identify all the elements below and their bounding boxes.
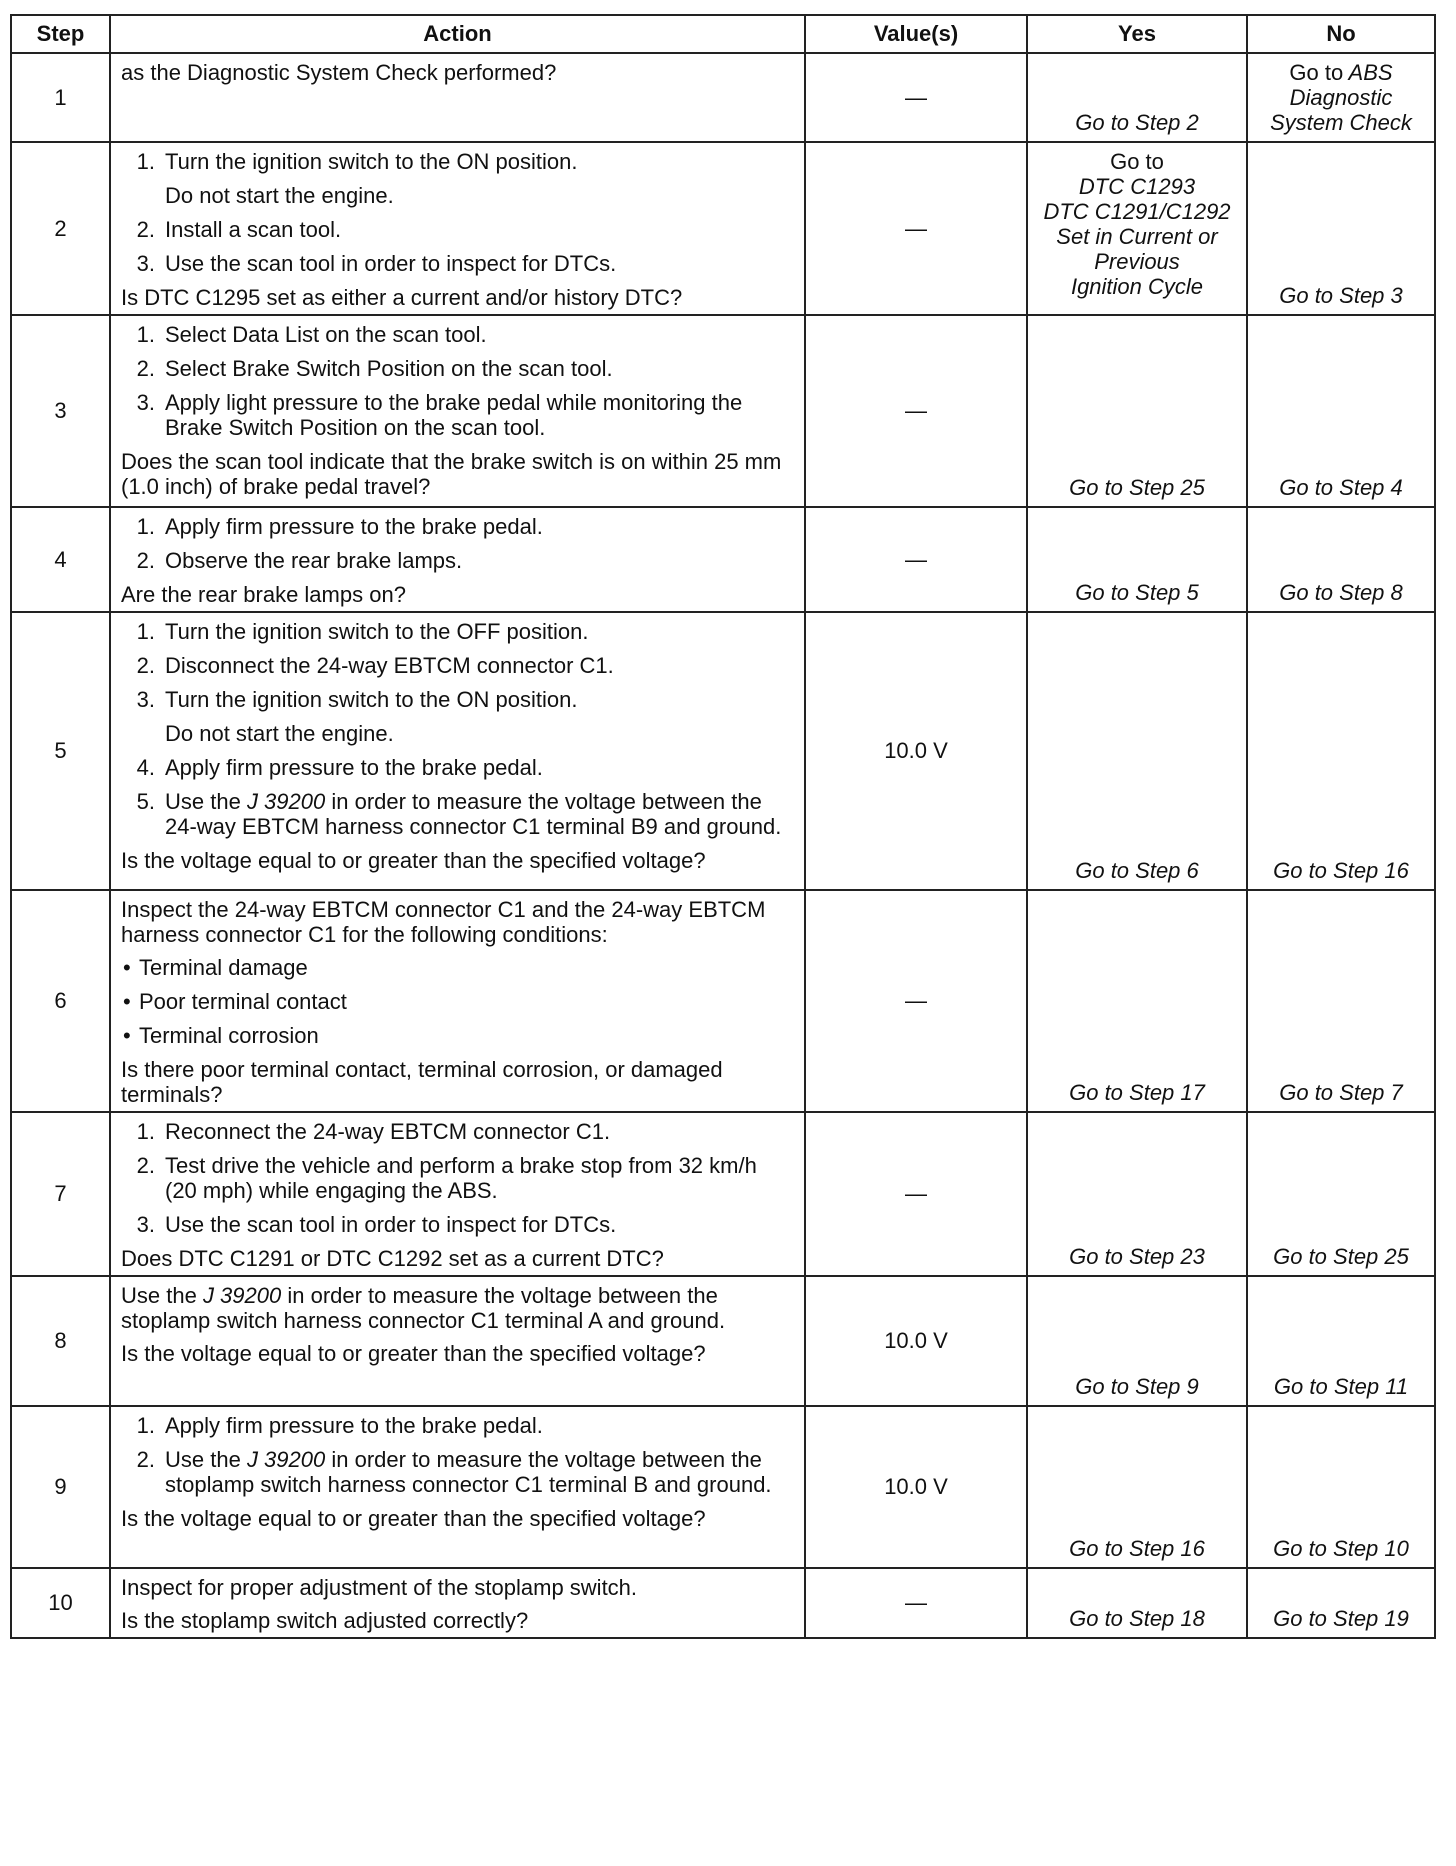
- step-text: [165, 1447, 794, 1497]
- yes-goto-link[interactable]: Go to Step 6: [1075, 858, 1199, 883]
- step-marker: 1.: [136, 1119, 155, 1144]
- action-question: Is the voltage equal to or greater than the specified voltage?: [121, 848, 706, 873]
- step-body: Install a scan tool.: [165, 217, 342, 242]
- step-body: Test drive the vehicle and perform a brake stop from 32 km/h (20 mph) while engaging the ABS.: [165, 1153, 757, 1203]
- no-goto-link[interactable]: Go to Step 25: [1273, 1244, 1409, 1269]
- goto-line: Previous: [1094, 249, 1180, 274]
- step-marker: 3.: [136, 1212, 155, 1237]
- yes-goto-link[interactable]: Go to Step 5: [1075, 580, 1199, 605]
- tool-name: J 39200: [246, 789, 326, 814]
- yes-goto-link[interactable]: Go to Step 23: [1069, 1244, 1205, 1269]
- value-cell: —: [805, 53, 1027, 142]
- action-step: [121, 755, 794, 780]
- action-step: [121, 1413, 794, 1438]
- step-body: Apply firm pressure to the brake pedal.: [165, 1413, 543, 1438]
- goto-line: Go to: [1110, 149, 1164, 174]
- step-number: 9: [11, 1406, 110, 1568]
- no-goto-reference[interactable]: [1250, 60, 1432, 135]
- yes-goto-reference[interactable]: [1030, 149, 1244, 299]
- step-marker: 2.: [136, 653, 155, 678]
- step-body: Reconnect the 24-way EBTCM connector C1.: [165, 1119, 611, 1144]
- step-marker: 2.: [136, 356, 155, 381]
- action-steps: [121, 322, 794, 440]
- no-cell: [1247, 142, 1435, 315]
- value-cell: —: [805, 1112, 1027, 1276]
- step-text: [165, 653, 794, 678]
- yes-goto-link[interactable]: Go to Step 18: [1069, 1606, 1205, 1631]
- step-marker: 2.: [136, 1447, 155, 1472]
- goto-line: Ignition Cycle: [1070, 274, 1204, 299]
- diagnostic-table: [10, 14, 1436, 1639]
- action-step: [121, 619, 794, 644]
- yes-cell: [1027, 142, 1247, 315]
- no-goto-link[interactable]: Go to Step 10: [1273, 1536, 1409, 1561]
- table-row: [11, 142, 1435, 315]
- step-text: [165, 687, 794, 746]
- no-cell: [1247, 890, 1435, 1112]
- yes-goto-link[interactable]: Go to Step 16: [1069, 1536, 1205, 1561]
- table-row: [11, 612, 1435, 890]
- yes-cell: [1027, 53, 1247, 142]
- no-cell: [1247, 53, 1435, 142]
- action-steps: [121, 514, 794, 573]
- action-step: [121, 514, 794, 539]
- goto-line: ABS: [1348, 60, 1393, 85]
- step-body: Apply light pressure to the brake pedal while monitoring the Brake Switch Position on the scan tool.: [165, 390, 743, 440]
- step-body: in order to measure the voltage between the 24-way EBTCM harness connector C1 terminal B9 and ground.: [165, 789, 782, 839]
- step-text: [165, 356, 794, 381]
- step-text: [165, 149, 794, 208]
- action-step: [121, 1119, 794, 1144]
- action-question: Is the stoplamp switch adjusted correctly?: [121, 1608, 529, 1633]
- step-marker: 3.: [136, 390, 155, 415]
- step-body: in order to measure the voltage between the stoplamp switch harness connector C1 terminal B and ground.: [165, 1447, 772, 1497]
- header-action: Action: [110, 15, 805, 53]
- step-note: Do not start the engine.: [165, 721, 394, 746]
- step-pre: Use the: [165, 789, 247, 814]
- action-step: [121, 1212, 794, 1237]
- intro-text: in order to measure the voltage between the stoplamp switch harness connector C1 terminal A and ground.: [121, 1283, 726, 1333]
- condition-item: • Poor terminal contact: [121, 989, 794, 1014]
- action-question: Is the voltage equal to or greater than the specified voltage?: [121, 1506, 706, 1531]
- action-step: [121, 356, 794, 381]
- step-text: [165, 1212, 794, 1237]
- goto-line: Diagnostic: [1289, 85, 1393, 110]
- tool-name: J 39200: [202, 1283, 282, 1308]
- action-step: [121, 251, 794, 276]
- action-cell: [110, 1112, 805, 1276]
- value-cell: —: [805, 142, 1027, 315]
- no-cell: [1247, 1276, 1435, 1406]
- step-marker: 1.: [136, 1413, 155, 1438]
- table-row: [11, 53, 1435, 142]
- step-body: Apply firm pressure to the brake pedal.: [165, 755, 543, 780]
- step-marker: 1.: [136, 514, 155, 539]
- no-cell: [1247, 1112, 1435, 1276]
- action-question: Is the voltage equal to or greater than the specified voltage?: [121, 1341, 706, 1366]
- action-step: [121, 789, 794, 839]
- table-row: [11, 1568, 1435, 1638]
- action-steps: [121, 149, 794, 276]
- step-pre: Use the: [165, 1447, 247, 1472]
- step-body: Use the scan tool in order to inspect for DTCs.: [165, 1212, 617, 1237]
- yes-cell: [1027, 1406, 1247, 1568]
- condition-item: • Terminal corrosion: [121, 1023, 794, 1048]
- no-goto-link[interactable]: Go to Step 11: [1273, 1374, 1409, 1399]
- step-body: Select Data List on the scan tool.: [165, 322, 487, 347]
- step-note: Do not start the engine.: [165, 183, 394, 208]
- yes-goto-link[interactable]: Go to Step 2: [1075, 110, 1199, 135]
- action-cell: [110, 1406, 805, 1568]
- step-marker: 3.: [136, 251, 155, 276]
- no-cell: [1247, 507, 1435, 612]
- table-row: [11, 1112, 1435, 1276]
- action-question: Does DTC C1291 or DTC C1292 set as a current DTC?: [121, 1246, 664, 1271]
- step-body: Turn the ignition switch to the ON position.: [165, 687, 578, 712]
- step-number: 5: [11, 612, 110, 890]
- yes-goto-link[interactable]: Go to Step 9: [1075, 1374, 1199, 1399]
- header-step: Step: [11, 15, 110, 53]
- step-text: [165, 1119, 794, 1144]
- step-marker: 2.: [136, 1153, 155, 1178]
- yes-cell: [1027, 1568, 1247, 1638]
- action-step: [121, 653, 794, 678]
- value-cell: 10.0 V: [805, 612, 1027, 890]
- action-intro: Inspect the 24-way EBTCM connector C1 and the 24-way EBTCM harness connector C1 for the following conditions:: [121, 897, 766, 947]
- action-step: [121, 390, 794, 440]
- no-goto-link[interactable]: Go to Step 7: [1279, 1080, 1403, 1105]
- goto-line: Set in Current or: [1056, 224, 1218, 249]
- action-cell: [110, 53, 805, 142]
- step-text: [165, 619, 794, 644]
- step-number: 2: [11, 142, 110, 315]
- action-question: Is there poor terminal contact, terminal corrosion, or damaged terminals?: [121, 1057, 723, 1107]
- action-step: [121, 322, 794, 347]
- action-cell: [110, 1276, 805, 1406]
- action-step: [121, 217, 794, 242]
- step-marker: 2.: [136, 217, 155, 242]
- step-body: Apply firm pressure to the brake pedal.: [165, 514, 543, 539]
- no-cell: [1247, 315, 1435, 507]
- action-cell: [110, 1568, 805, 1638]
- action-question: Is DTC C1295 set as either a current and/or history DTC?: [121, 285, 683, 310]
- no-goto-link[interactable]: Go to Step 16: [1273, 858, 1409, 883]
- value-cell: 10.0 V: [805, 1406, 1027, 1568]
- yes-cell: [1027, 315, 1247, 507]
- condition-item: • Terminal damage: [121, 955, 794, 980]
- action-steps: [121, 619, 794, 839]
- no-cell: [1247, 612, 1435, 890]
- goto-line: DTC C1291/C1292: [1043, 199, 1231, 224]
- step-body: Use the scan tool in order to inspect for DTCs.: [165, 251, 617, 276]
- tool-name: J 39200: [246, 1447, 326, 1472]
- step-marker: 1.: [136, 619, 155, 644]
- value-cell: 10.0 V: [805, 1276, 1027, 1406]
- table-row: [11, 507, 1435, 612]
- action-step: [121, 1447, 794, 1497]
- step-text: [165, 755, 794, 780]
- action-cell: [110, 612, 805, 890]
- step-text: [165, 390, 794, 440]
- step-number: 7: [11, 1112, 110, 1276]
- yes-cell: [1027, 507, 1247, 612]
- step-text: [165, 548, 794, 573]
- action-cell: [110, 890, 805, 1112]
- header-yes: Yes: [1027, 15, 1247, 53]
- goto-line-group: [1250, 60, 1432, 85]
- goto-line: Go to: [1289, 60, 1344, 85]
- table-row: [11, 1406, 1435, 1568]
- step-number: 3: [11, 315, 110, 507]
- step-text: [165, 251, 794, 276]
- yes-cell: [1027, 612, 1247, 890]
- step-text: [165, 322, 794, 347]
- step-number: 6: [11, 890, 110, 1112]
- table-row: [11, 315, 1435, 507]
- step-marker: 1.: [136, 322, 155, 347]
- action-intro: [121, 1283, 794, 1333]
- action-intro: as the Diagnostic System Check performed?: [121, 60, 557, 85]
- table-row: [11, 890, 1435, 1112]
- step-text: [165, 217, 794, 242]
- no-goto-link[interactable]: Go to Step 8: [1279, 580, 1403, 605]
- value-cell: —: [805, 890, 1027, 1112]
- no-goto-link[interactable]: Go to Step 19: [1273, 1606, 1409, 1631]
- step-text: [165, 789, 794, 839]
- action-cell: [110, 507, 805, 612]
- goto-line: System Check: [1270, 110, 1412, 135]
- value-cell: —: [805, 507, 1027, 612]
- step-marker: 4.: [136, 755, 155, 780]
- action-cell: [110, 142, 805, 315]
- no-goto-link[interactable]: Go to Step 4: [1279, 475, 1403, 500]
- action-question: Does the scan tool indicate that the brake switch is on within 25 mm (1.0 inch) of brake pedal travel?: [121, 449, 782, 499]
- step-text: [165, 1153, 794, 1203]
- step-body: Select Brake Switch Position on the scan tool.: [165, 356, 613, 381]
- no-cell: [1247, 1568, 1435, 1638]
- table-row: [11, 1276, 1435, 1406]
- yes-goto-link[interactable]: Go to Step 25: [1069, 475, 1205, 500]
- header-values: Value(s): [805, 15, 1027, 53]
- action-cell: [110, 315, 805, 507]
- step-marker: 1.: [136, 149, 155, 174]
- yes-cell: [1027, 1276, 1247, 1406]
- goto-line: DTC C1293: [1078, 174, 1196, 199]
- step-number: 10: [11, 1568, 110, 1638]
- step-body: Turn the ignition switch to the OFF position.: [165, 619, 589, 644]
- no-goto-link[interactable]: Go to Step 3: [1279, 283, 1403, 308]
- action-step: [121, 149, 794, 208]
- value-cell: —: [805, 315, 1027, 507]
- intro-pre: Use the: [121, 1283, 203, 1308]
- action-step: [121, 687, 794, 746]
- action-steps: [121, 1413, 794, 1497]
- step-marker: 5.: [136, 789, 155, 814]
- table-body: [11, 53, 1435, 1638]
- action-intro: Inspect for proper adjustment of the stoplamp switch.: [121, 1575, 638, 1600]
- step-marker: 2.: [136, 548, 155, 573]
- step-body: Observe the rear brake lamps.: [165, 548, 463, 573]
- action-steps: [121, 1119, 794, 1237]
- step-text: [165, 514, 794, 539]
- table-header-row: [11, 15, 1435, 53]
- step-text: [165, 1413, 794, 1438]
- action-step: [121, 548, 794, 573]
- action-step: [121, 1153, 794, 1203]
- action-question: Are the rear brake lamps on?: [121, 582, 406, 607]
- step-body: Turn the ignition switch to the ON position.: [165, 149, 578, 174]
- step-marker: 3.: [136, 687, 155, 712]
- yes-cell: [1027, 890, 1247, 1112]
- value-cell: —: [805, 1568, 1027, 1638]
- yes-cell: [1027, 1112, 1247, 1276]
- yes-goto-link[interactable]: Go to Step 17: [1069, 1080, 1205, 1105]
- condition-list: [121, 955, 794, 1048]
- header-no: No: [1247, 15, 1435, 53]
- step-number: 1: [11, 53, 110, 142]
- no-cell: [1247, 1406, 1435, 1568]
- step-number: 8: [11, 1276, 110, 1406]
- step-number: 4: [11, 507, 110, 612]
- step-body: Disconnect the 24-way EBTCM connector C1.: [165, 653, 614, 678]
